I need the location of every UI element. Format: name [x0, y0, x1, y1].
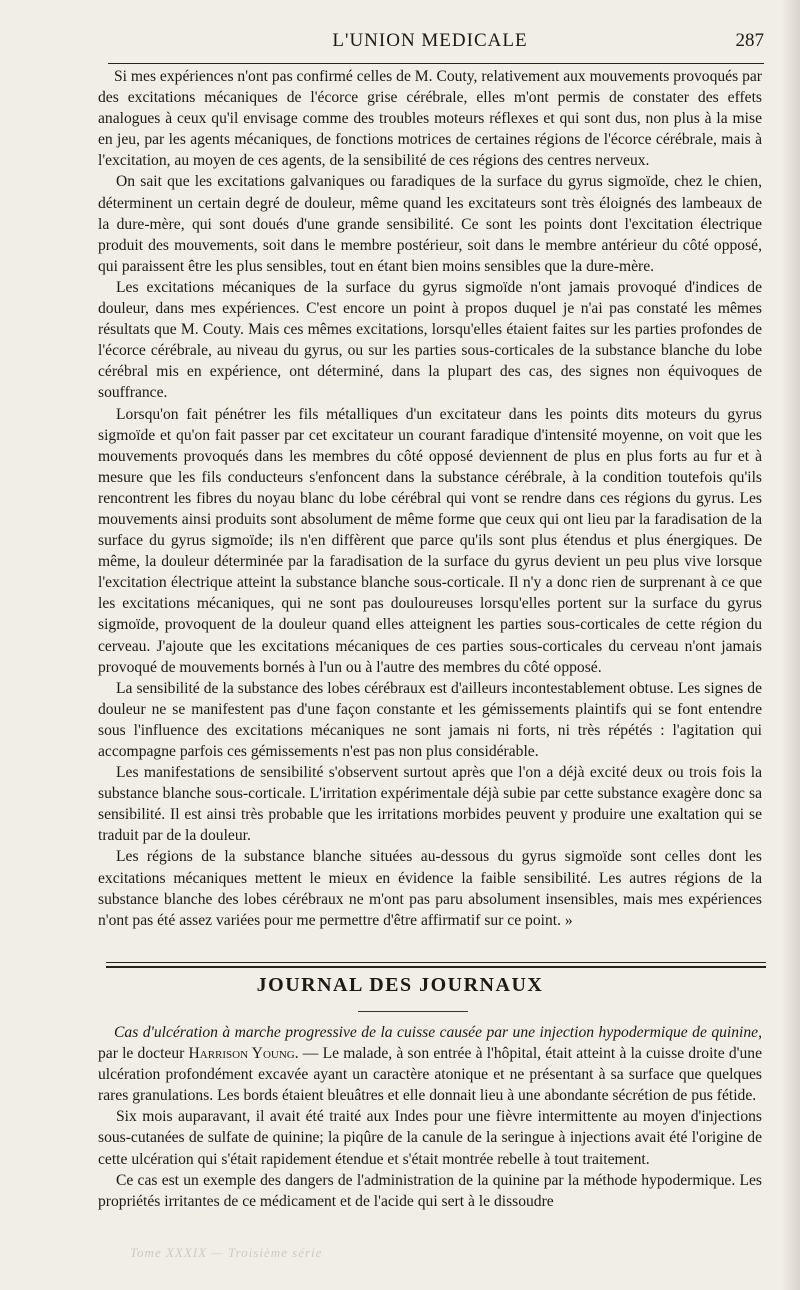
journal-section — [98, 1022, 762, 1212]
author-prefix: par le docteur — [98, 1045, 189, 1063]
article-paragraph: Si mes expériences n'ont pas confirmé celles de M. Couty, relativement aux mouvements provoqués par des excitations mécaniques de l'écorce grise cérébrale, elles m'ont permis de constater des effets analogues à ceux qu'il envisage comme des troubles moteurs réflexes et qui sont dus, non plus à la mise en jeu, par les agents mécaniques, de fonctions motrices de certaines régions de l'écorce cérébrale, mais à l'excitation, au moyen de ces agents, de la sensibilité de ces régions des centres nerveux. — [98, 68, 762, 170]
heading-underline — [358, 1011, 468, 1012]
running-title: L'UNION MEDICALE — [332, 30, 528, 51]
article-paragraph: Les manifestations de sensibilité s'observent surtout après que l'on a déjà excité deux ou trois fois la substance blanche sous-corticale. L'irritation expérimentale déjà subie par cette substance exagère donc sa sensibilité. Il est ainsi très probable que les irritations morbides peuvent y produire une exaltation qui se traduit par de la douleur. — [98, 764, 762, 845]
header-rule — [108, 63, 764, 64]
page-number: 287 — [735, 30, 764, 51]
page-header — [96, 30, 764, 58]
entry-lead-text: . — Le malade, à son entrée à l'hôpital, était atteint à la cuisse droite d'une ulcération profondément excavée ayant un caractère atonique et ne présentant à sa surface que quelques rares granulations. Les bords étaient bleuâtres et elle donnait lieu à une abondante sécrétion de pus fétide. — [98, 1045, 762, 1105]
section-divider — [106, 962, 766, 968]
bleed-through-text: Tome XXXIX — Troisième série — [130, 1245, 323, 1260]
journal-entry-lead — [98, 1022, 762, 1106]
article-paragraph: On sait que les excitations galvaniques ou faradiques de la surface du gyrus sigmoïde, chez le chien, déterminent un certain degré de douleur, même quand les excitateurs sont très éloignés des lambeaux de la dure-mère, qui sont doués d'une grande sensibilité. Ce sont les points dont l'excitation électrique produit des mouvements, soit dans le membre postérieur, soit dans le membre antérieur du côté opposé, qui paraissent être les plus sensibles, tout en étant bien moins sensibles que la dure-mère. — [98, 173, 762, 275]
section-heading: JOURNAL DES JOURNAUX — [256, 974, 544, 996]
article-paragraph: Lorsqu'on fait pénétrer les fils métalliques d'un excitateur dans les points dits moteurs du gyrus sigmoïde et qu'on fait passer par cet excitateur un courant faradique d'intensité moyenne, on voit que les mouvements provoqués dans les membres du côté opposé deviennent de plus en plus forts au fur et à mesure que les fils conducteurs s'enfoncent dans la substance cérébrale, à la condition toutefois qu'ils rencontrent les fibres du noyau blanc du lobe cérébral qui vont se rendre dans ces régions du gyrus. Les mouvements ainsi produits sont absolument de même forme que ceux qui ont lieu par la faradisation de la surface du gyrus sigmoïde; ils n'en diffèrent que parce qu'ils sont plus étendus et plus énergiques. De même, la douleur déterminée par la faradisation de la surface du gyrus devient un peu plus vive lorsque l'excitation électrique atteint la substance blanche sous-corticale. Il n'y a donc rien de surprenant à ce que les excitations mécaniques, qui ne sont pas douloureuses lorsqu'elles portent sur la surface du gyrus sigmoïde, provoquent de la douleur quand elles atteignent les parties sous-corticales de cette région du cerveau. J'ajoute que les excitations mécaniques de ces parties sous-corticales du cerveau n'ont jamais provoqué de mouvements bornés à l'un ou à l'autre des membres du côté opposé. — [98, 405, 762, 676]
article-paragraph: Les excitations mécaniques de la surface du gyrus sigmoïde n'ont jamais provoqué d'indices de douleur, dans mes expériences. C'est encore un point à propos duquel je n'ai pas constaté les mêmes résultats que M. Couty. Mais ces mêmes excitations, lorsqu'elles étaient faites sur les parties profondes de l'écorce cérébrale, au niveau du gyrus, ou sur les parties sous-corticales de la substance blanche du lobe cérébral mis en expérience, ont déterminé, dans la plupart des cas, des signes non équivoques de souffrance. — [98, 278, 762, 402]
journal-paragraph: Ce cas est un exemple des dangers de l'administration de la quinine par la méthode hypodermique. Les propriétés irritantes de ce médicament et de l'acide qui sert à le dissoudre — [98, 1171, 762, 1210]
entry-title: Cas d'ulcération à marche progressive de la cuisse causée par une injection hypodermique de quinine, — [114, 1024, 762, 1041]
article-paragraph: Les régions de la substance blanche situées au-dessous du gyrus sigmoïde sont celles dont les excitations mécaniques mettent le mieux en évidence la faible sensibilité. Les autres régions de la substance blanche des lobes cérébraux ne m'ont pas paru absolument insensibles, mais mes expériences n'ont pas été assez variées pour me permettre d'être affirmatif sur ce point. » — [98, 848, 762, 929]
page-edge-shadow — [782, 0, 800, 1290]
article-body — [98, 66, 762, 931]
journal-paragraph: Six mois auparavant, il avait été traité aux Indes pour une fièvre intermittente au moyen d'injections sous-cutanées de sulfate de quinine; la piqûre de la canule de la seringue à injections avait été l'origine de cette ulcération qui s'était rapidement étendue et s'était montrée rebelle à tout traitement. — [98, 1108, 762, 1168]
article-paragraph: La sensibilité de la substance des lobes cérébraux est d'ailleurs incontestablement obtuse. Les signes de douleur ne se manifestent pas d'une façon constante et les gémissements plaintifs qui se font entendre sous l'influence des excitations mécaniques ne sont jamais ni forts, ni très répétés : l'agitation qui accompagne parfois ces gémissements n'est pas non plus considérable. — [98, 679, 762, 760]
author-name: Harrison Young — [188, 1045, 295, 1063]
